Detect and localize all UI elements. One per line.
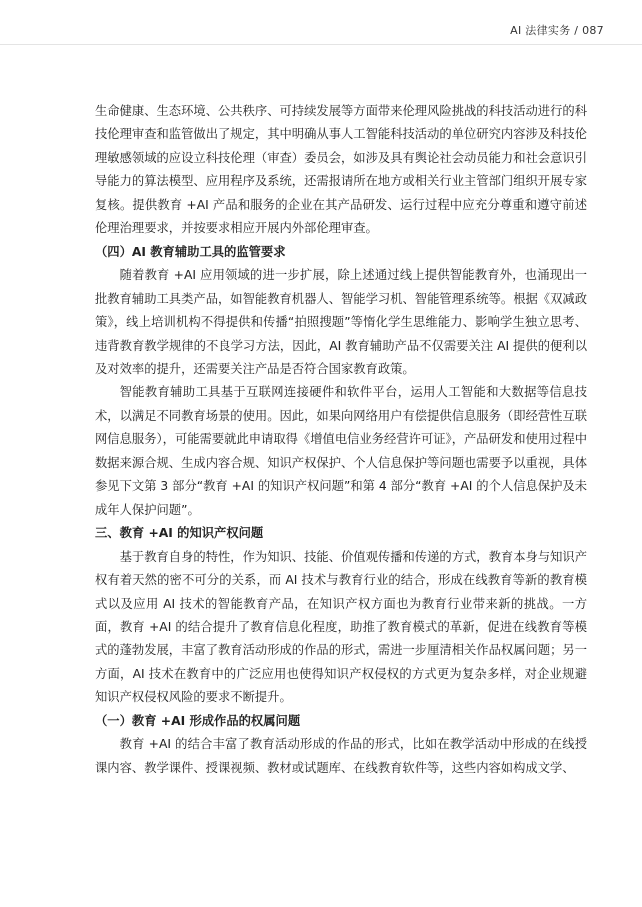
section-heading-ip-issues: 三、教育 +AI 的知识产权问题	[95, 526, 264, 541]
running-header: AI 法律实务 / 087	[510, 24, 604, 37]
paragraph-work-forms: 教育 +AI 的结合丰富了教育活动形成的作品的形式，比如在教学活动中形成的在线授课内容、教学课件、授课视频、教材或试题库、在线教育软件等，这些内容如构成文学、	[95, 737, 587, 775]
header-divider	[0, 44, 642, 45]
paragraph-ai-tools-expansion: 随着教育 +AI 应用领域的进一步扩展，除上述通过线上提供智能教育外，也涌现出一批教育辅助工具类产品，如智能教育机器人、智能学习机、智能管理系统等。根据《双减政策》，线上培训机构不得提供和传播“拍照搜题”等惰化学生思维能力、影响学生独立思考、违背教育教学规律的不良学习方法，因此，AI 教育辅助产品不仅需要关注 AI 提供的便利以及对效率的提升，还需要关注产品是否符合国家教育政策。	[95, 268, 587, 376]
paragraph-ip-relationship: 基于教育自身的特性，作为知识、技能、价值观传播和传递的方式，教育本身与知识产权有着天然的密不可分的关系，而 AI 技术与教育行业的结合，形成在线教育等新的教育模式以及应用 AI 技术的智能教育产品，在知识产权方面也为教育行业带来新的挑战。一方面，教育 +AI 的结合提升了教育信息化程度，助推了教育模式的革新，促进在线教育等模式的蓬勃发展，丰富了教育活动形成的作品的形式，需进一步厘清相关作品权属问题；另一方面，AI 技术在教育中的广泛应用也使得知识产权侵权的方式更为复杂多样，对企业规避知识产权侵权风险的要求不断提升。	[95, 549, 587, 705]
section-heading-work-ownership: （一）教育 +AI 形成作品的权属问题	[95, 713, 301, 728]
section-heading-ai-tools: （四）AI 教育辅助工具的监管要求	[95, 244, 286, 259]
page-body	[95, 100, 587, 780]
paragraph-ethics-review: 生命健康、生态环境、公共秩序、可持续发展等方面带来伦理风险挑战的科技活动进行的科技伦理审查和监管做出了规定，其中明确从事人工智能科技活动的单位研究内容涉及科技伦理敏感领域的应设立科技伦理（审查）委员会，如涉及具有舆论社会动员能力和社会意识引导能力的算法模型、应用程序及系统，还需报请所在地方或相关行业主管部门组织开展专家复核。提供教育 +AI 产品和服务的企业在其产品研发、运行过程中应充分尊重和遵守前述伦理治理要求，并按要求相应开展内外部伦理审查。	[95, 104, 587, 236]
paragraph-ai-tools-licensing: 智能教育辅助工具基于互联网连接硬件和软件平台，运用人工智能和大数据等信息技术，以满足不同教育场景的使用。因此，如果向网络用户有偿提供信息服务（即经营性互联网信息服务），可能需要就此申请取得《增值电信业务经营许可证》，产品研发和使用过程中数据来源合规、生成内容合规、知识产权保护、个人信息保护等问题也需要予以重视，具体参见下文第 3 部分“教育 +AI 的知识产权问题”和第 4 部分“教育 +AI 的个人信息保护及未成年人保护问题”。	[95, 385, 587, 517]
